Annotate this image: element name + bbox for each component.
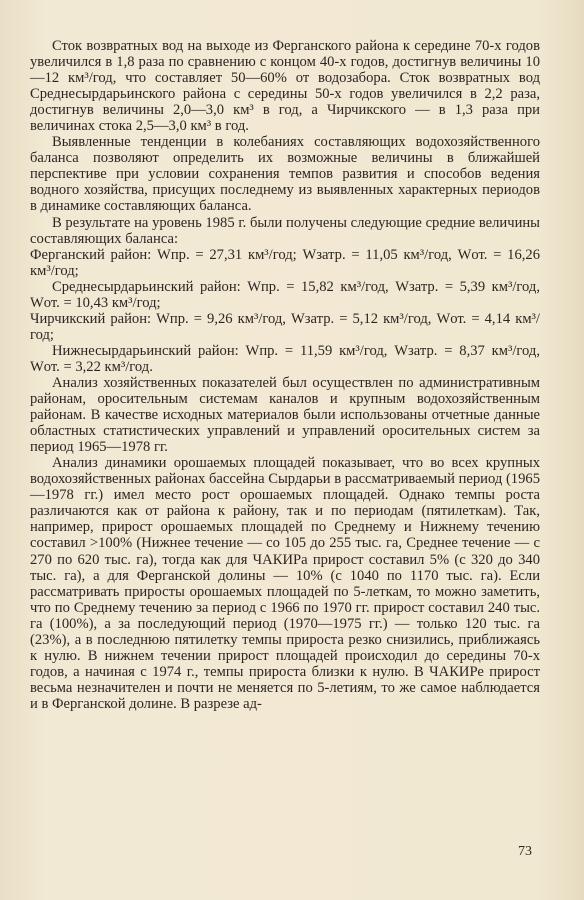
paragraph-trends: Выявленные тенденции в колебаниях составляющих водохозяйственного баланса позволяют определить их возможные величины в ближайшей перспективе при условии сохранения темпов развития и способов ведения водного хозяйства, присущих последнему из выявленных характерных периодов в динамике составляющих баланса. [30, 134, 540, 215]
paragraph-return-flow: Сток возвратных вод на выходе из Ферганского района к середине 70-х годов увеличился в 1,8 раза по сравнению с концом 40-х годов, достигнув величины 10—12 км³/год, что составляет 50—60% от водозабора. Сток возвратных вод Среднесырдарьинского района с середины 50-х годов увеличился в 2,2 раза, достигнув величины 2,0—3,0 км³ в год, а Чирчикского — в 1,3 раза при величинах стока 2,5—3,0 км³ в год. [30, 38, 540, 135]
balance-fergana: Ферганский район: Wпр. = 27,31 км³/год; Wзатр. = 11,05 км³/год, Wот. = 16,26 км³/год; [30, 246, 540, 279]
page-number: 73 [518, 844, 532, 859]
balance-lower-syrdarya: Нижнесырдарьинский район: Wпр. = 11,59 км³/год, Wзатр. = 8,37 км³/год, Wот. = 3,22 км³/год. [30, 342, 540, 375]
paragraph-economic-analysis: Анализ хозяйственных показателей был осуществлен по административным районам, оросительным системам каналов и крупным водохозяйственным районам. В качестве исходных материалов были использованы отчетные данные областных статистических управлений и управлений оросительных систем за период 1965—1978 гг. [30, 374, 540, 456]
balance-chirchik: Чирчикский район: Wпр. = 9,26 км³/год, Wзатр. = 5,12 км³/год, Wот. = 4,14 км³/год; [30, 310, 540, 343]
body-text [30, 38, 540, 712]
paragraph-results-1985: В результате на уровень 1985 г. были получены следующие средние величины составляющих баланса: [30, 214, 540, 247]
balance-middle-syrdarya: Среднесырдарьинский район: Wпр. = 15,82 км³/год, Wзатр. = 5,39 км³/год, Wот. = 10,43 км³/год; [30, 278, 540, 311]
paragraph-irrigated-areas: Анализ динамики орошаемых площадей показывает, что во всех крупных водохозяйственных районах бассейна Сырдарьи в рассматриваемый период (1965—1978 гг.) имел место рост орошаемых площадей. Однако темпы роста различаются как от района к району, так и по периодам (пятилеткам). Так, например, прирост орошаемых площадей по Среднему и Нижнему течению составил >100% (Нижнее течение — со 105 до 255 тыс. га, Среднее течение — с 270 по 620 тыс. га), тогда как для ЧАКИРа прирост составил 5% (с 320 до 340 тыс. га), а для Ферганской долины — 10% (с 1040 по 1170 тыс. га). Если рассматривать приросты орошаемых площадей по 5-леткам, то можно заметить, что по Среднему течению за период с 1966 по 1970 гг. прирост составил 240 тыс. га (100%), а за последующий период (1970—1975 гг.) — только 120 тыс. га (23%), а в последнюю пятилетку темпы прироста резко снизились, приближаясь к нулю. В нижнем течении прирост площадей происходил до середины 70-х годов, а начиная с 1974 г., темпы прироста близки к нулю. В ЧАКИРе прирост весьма незначителен и почти не меняется по 5-летиям, то же самое наблюдается и в Ферганской долине. В разрезе ад- [30, 455, 540, 712]
